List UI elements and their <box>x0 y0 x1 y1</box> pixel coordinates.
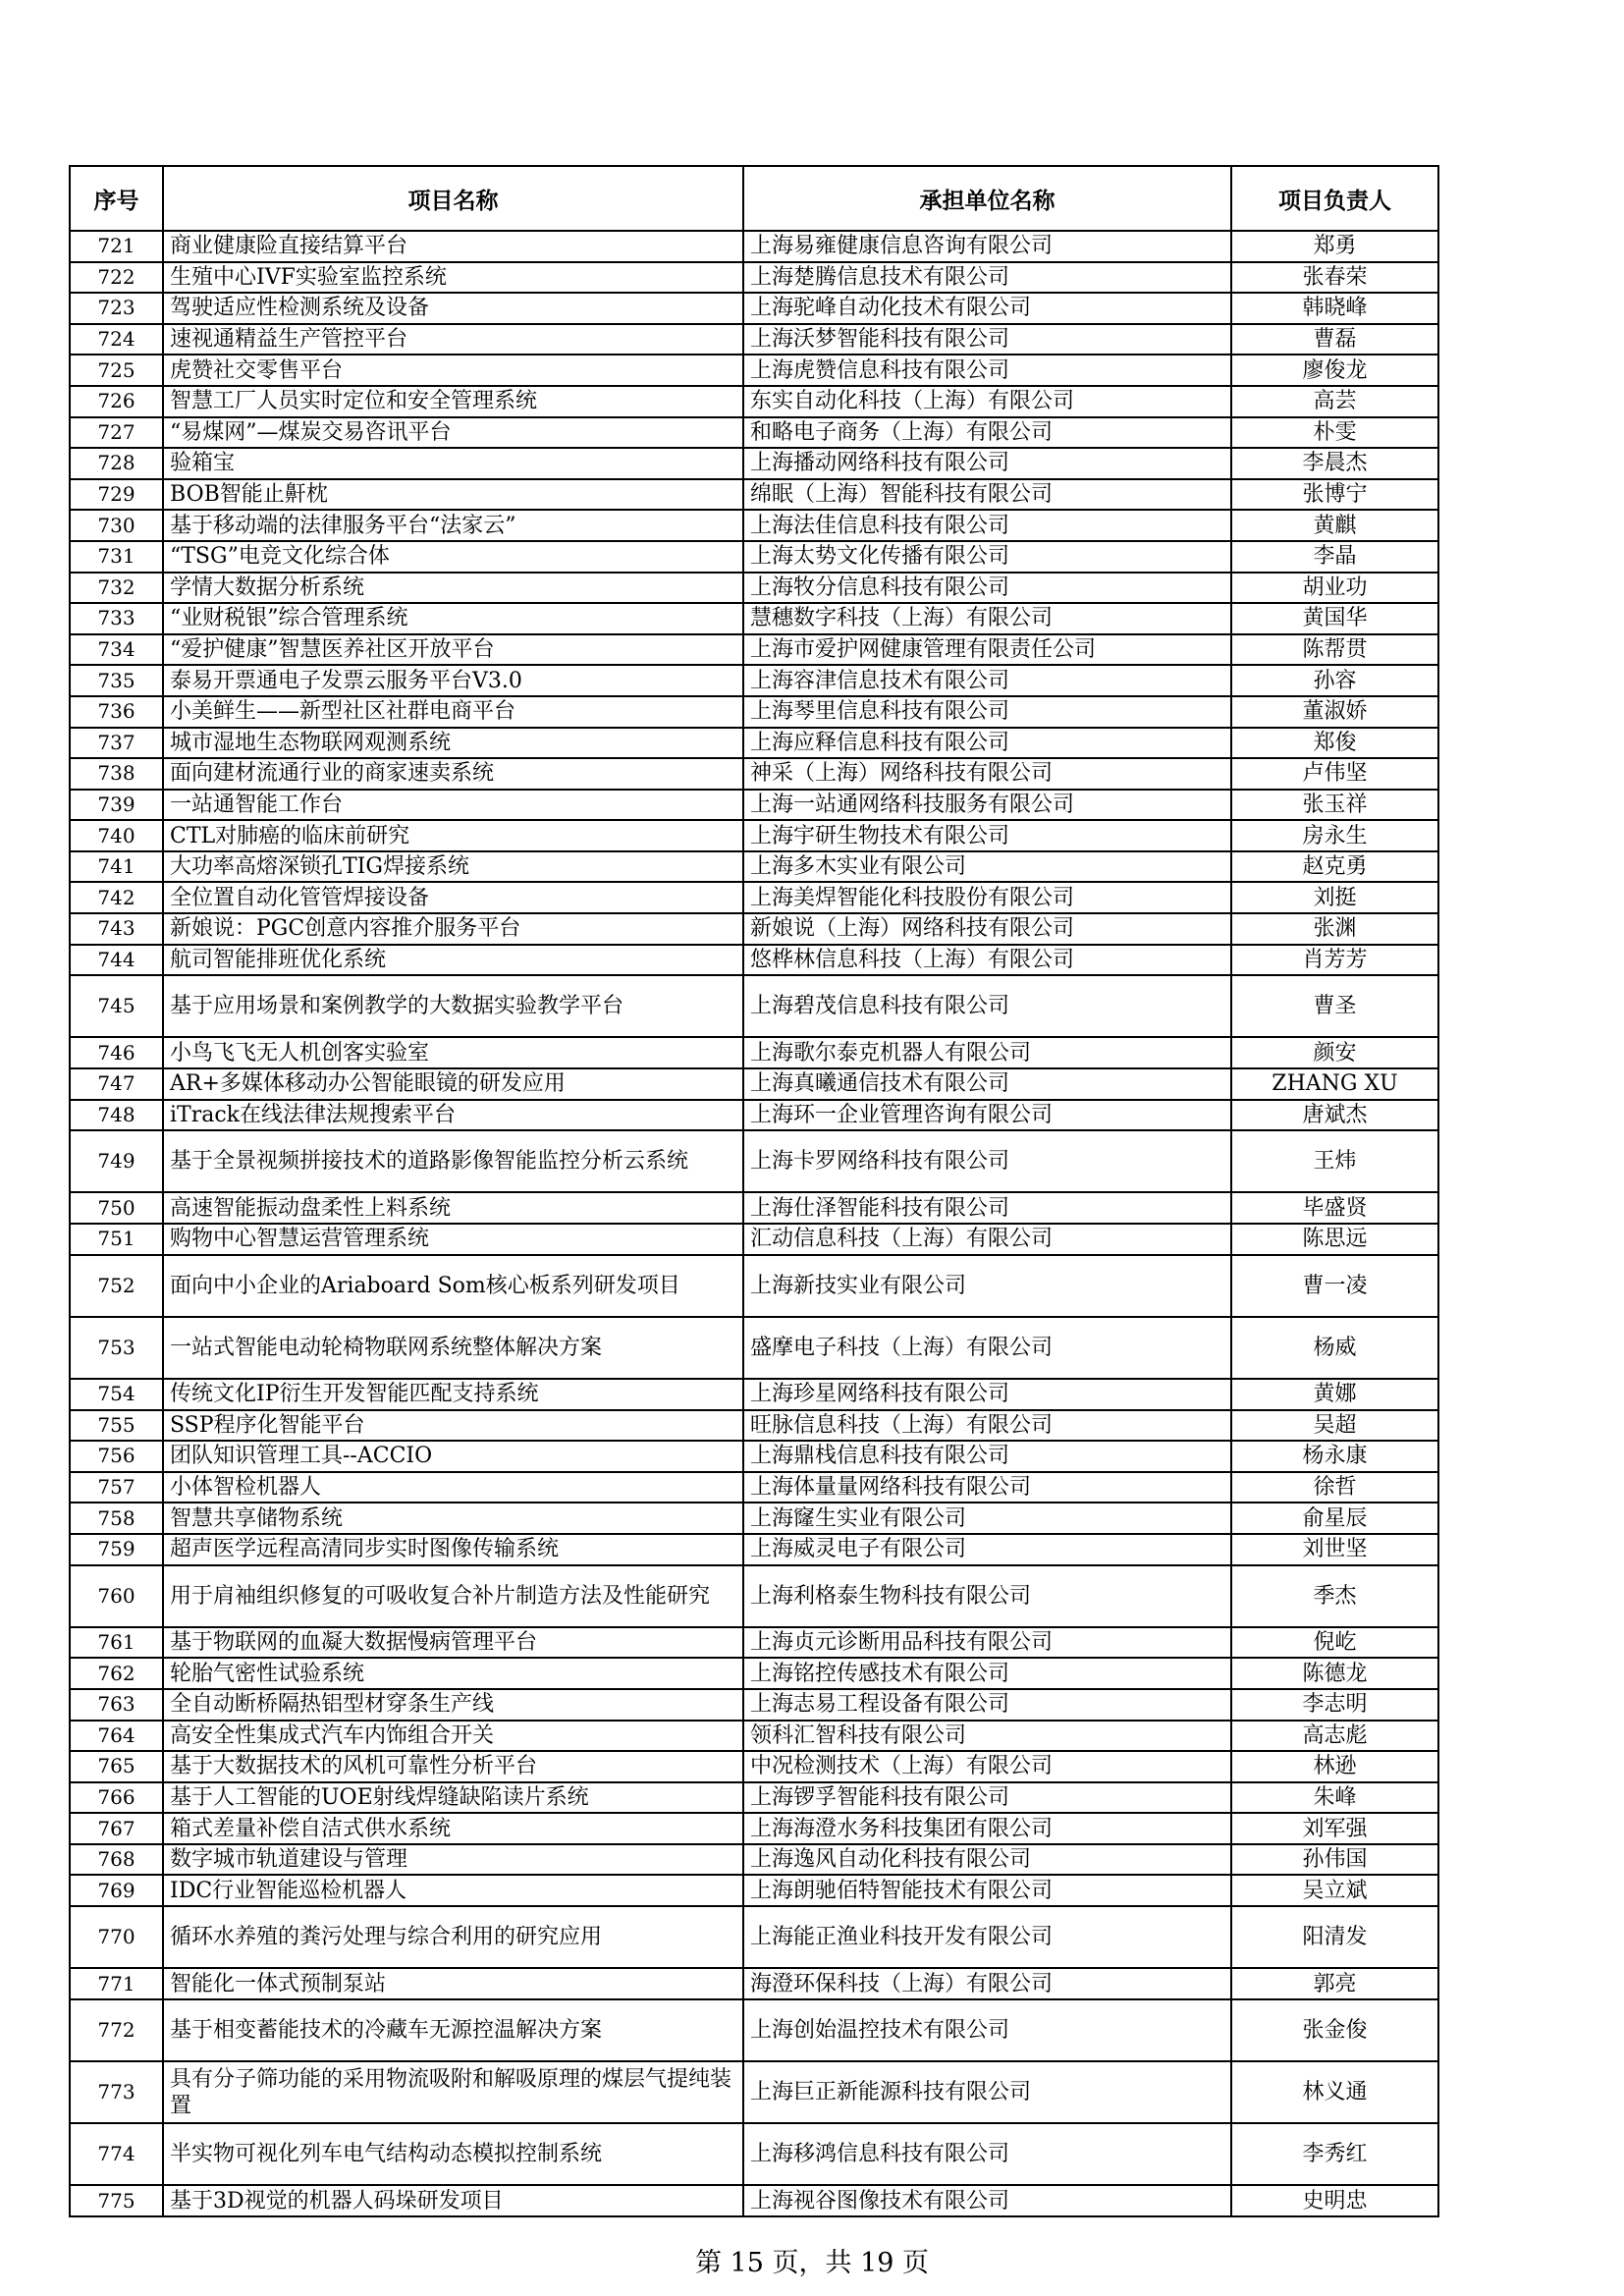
project-name: BOB智能止鼾枕 <box>163 479 743 511</box>
row-index: 753 <box>70 1317 163 1379</box>
row-index: 758 <box>70 1503 163 1534</box>
organization-name: 上海窿生实业有限公司 <box>743 1503 1231 1534</box>
table-header-row <box>70 166 1438 231</box>
project-name: 小美鲜生——新型社区社群电商平台 <box>163 696 743 728</box>
project-name: 智慧工厂人员实时定位和安全管理系统 <box>163 386 743 417</box>
table-row <box>70 728 1438 759</box>
organization-name: 上海环一企业管理咨询有限公司 <box>743 1100 1231 1131</box>
project-name: 小鸟飞飞无人机创客实验室 <box>163 1037 743 1068</box>
project-lead: 杨永康 <box>1231 1441 1438 1472</box>
table-row <box>70 665 1438 696</box>
organization-name: 上海牧分信息科技有限公司 <box>743 573 1231 604</box>
organization-name: 领科汇智科技有限公司 <box>743 1721 1231 1752</box>
organization-name: 上海体量量网络科技有限公司 <box>743 1472 1231 1503</box>
organization-name: 上海锣孚智能科技有限公司 <box>743 1782 1231 1814</box>
project-lead: 张金俊 <box>1231 1999 1438 2061</box>
table-row <box>70 386 1438 417</box>
project-lead: 李晨杰 <box>1231 448 1438 479</box>
header-index: 序号 <box>70 166 163 231</box>
table-row <box>70 1192 1438 1224</box>
project-name: 基于相变蓄能技术的冷藏车无源控温解决方案 <box>163 1999 743 2061</box>
organization-name: 上海美焊智能化科技股份有限公司 <box>743 882 1231 913</box>
project-lead: 吴超 <box>1231 1410 1438 1442</box>
table-row <box>70 1627 1438 1659</box>
project-name: 验箱宝 <box>163 448 743 479</box>
organization-name: 上海珍星网络科技有限公司 <box>743 1379 1231 1410</box>
organization-name: 东实自动化科技（上海）有限公司 <box>743 386 1231 417</box>
page-footer: 第 15 页，共 19 页 <box>694 2248 930 2278</box>
row-index: 722 <box>70 262 163 294</box>
row-index: 729 <box>70 479 163 511</box>
row-index: 767 <box>70 1813 163 1844</box>
header-project-lead: 项目负责人 <box>1231 166 1438 231</box>
project-name: 高速智能振动盘柔性上料系统 <box>163 1192 743 1224</box>
project-lead: 李志明 <box>1231 1689 1438 1721</box>
row-index: 744 <box>70 945 163 976</box>
project-lead: 林逊 <box>1231 1751 1438 1782</box>
organization-name: 上海沃梦智能科技有限公司 <box>743 324 1231 355</box>
table-row <box>70 1844 1438 1876</box>
row-index: 731 <box>70 541 163 573</box>
table-row <box>70 510 1438 541</box>
table-row <box>70 603 1438 634</box>
table-row <box>70 945 1438 976</box>
table-row <box>70 1813 1438 1844</box>
organization-name: 上海创始温控技术有限公司 <box>743 1999 1231 2061</box>
organization-name: 上海一站通网络科技服务有限公司 <box>743 790 1231 821</box>
project-name: 超声医学远程高清同步实时图像传输系统 <box>163 1534 743 1565</box>
project-lead: 俞星辰 <box>1231 1503 1438 1534</box>
organization-name: 慧穗数字科技（上海）有限公司 <box>743 603 1231 634</box>
row-index: 723 <box>70 293 163 324</box>
organization-name: 上海真曦通信技术有限公司 <box>743 1068 1231 1100</box>
organization-name: 上海移鸿信息科技有限公司 <box>743 2123 1231 2185</box>
header-project-name: 项目名称 <box>163 166 743 231</box>
project-lead: 毕盛贤 <box>1231 1192 1438 1224</box>
row-index: 736 <box>70 696 163 728</box>
organization-name: 上海楚腾信息技术有限公司 <box>743 262 1231 294</box>
project-lead: 李晶 <box>1231 541 1438 573</box>
row-index: 756 <box>70 1441 163 1472</box>
table-row <box>70 1100 1438 1131</box>
row-index: 742 <box>70 882 163 913</box>
row-index: 766 <box>70 1782 163 1814</box>
organization-name: 上海新技实业有限公司 <box>743 1255 1231 1317</box>
project-name: 轮胎气密性试验系统 <box>163 1658 743 1689</box>
project-lead: 陈思远 <box>1231 1224 1438 1255</box>
project-name: 用于肩袖组织修复的可吸收复合补片制造方法及性能研究 <box>163 1565 743 1627</box>
row-index: 740 <box>70 820 163 851</box>
project-lead: 徐哲 <box>1231 1472 1438 1503</box>
organization-name: 上海朗驰佰特智能技术有限公司 <box>743 1875 1231 1906</box>
table-row <box>70 573 1438 604</box>
project-lead: 高芸 <box>1231 386 1438 417</box>
table-row <box>70 1441 1438 1472</box>
table-row <box>70 1224 1438 1255</box>
project-name: 箱式差量补偿自洁式供水系统 <box>163 1813 743 1844</box>
row-index: 721 <box>70 231 163 262</box>
project-lead: 刘世坚 <box>1231 1534 1438 1565</box>
project-lead: 黄麒 <box>1231 510 1438 541</box>
project-name: 具有分子筛功能的采用物流吸附和解吸原理的煤层气提纯装置 <box>163 2061 743 2123</box>
organization-name: 上海法佳信息科技有限公司 <box>743 510 1231 541</box>
project-lead: 张玉祥 <box>1231 790 1438 821</box>
project-name: 基于大数据技术的风机可靠性分析平台 <box>163 1751 743 1782</box>
table-row <box>70 417 1438 449</box>
organization-name: 上海威灵电子有限公司 <box>743 1534 1231 1565</box>
project-lead: 董淑娇 <box>1231 696 1438 728</box>
organization-name: 神采（上海）网络科技有限公司 <box>743 758 1231 790</box>
table-row <box>70 696 1438 728</box>
row-index: 724 <box>70 324 163 355</box>
project-lead: 季杰 <box>1231 1565 1438 1627</box>
project-lead: 颜安 <box>1231 1037 1438 1068</box>
organization-name: 上海易雍健康信息咨询有限公司 <box>743 231 1231 262</box>
project-lead: 黄国华 <box>1231 603 1438 634</box>
organization-name: 上海歌尔泰克机器人有限公司 <box>743 1037 1231 1068</box>
project-table <box>69 165 1439 2217</box>
project-name: 基于物联网的血凝大数据慢病管理平台 <box>163 1627 743 1659</box>
row-index: 739 <box>70 790 163 821</box>
table-row <box>70 541 1438 573</box>
project-lead: 刘军强 <box>1231 1813 1438 1844</box>
organization-name: 和略电子商务（上海）有限公司 <box>743 417 1231 449</box>
row-index: 735 <box>70 665 163 696</box>
table-row <box>70 2123 1438 2185</box>
project-lead: 张渊 <box>1231 913 1438 945</box>
project-lead: 阳清发 <box>1231 1906 1438 1968</box>
header-organization: 承担单位名称 <box>743 166 1231 231</box>
project-name: “爱护健康”智慧医养社区开放平台 <box>163 634 743 666</box>
organization-name: 上海志易工程设备有限公司 <box>743 1689 1231 1721</box>
project-lead: 杨威 <box>1231 1317 1438 1379</box>
row-index: 727 <box>70 417 163 449</box>
organization-name: 上海驼峰自动化技术有限公司 <box>743 293 1231 324</box>
organization-name: 上海碧茂信息科技有限公司 <box>743 975 1231 1037</box>
row-index: 760 <box>70 1565 163 1627</box>
project-lead: 肖芳芳 <box>1231 945 1438 976</box>
table-row <box>70 1255 1438 1317</box>
project-lead: 唐斌杰 <box>1231 1100 1438 1131</box>
table-row <box>70 1130 1438 1192</box>
row-index: 759 <box>70 1534 163 1565</box>
organization-name: 中况检测技术（上海）有限公司 <box>743 1751 1231 1782</box>
row-index: 748 <box>70 1100 163 1131</box>
row-index: 773 <box>70 2061 163 2123</box>
project-lead: 李秀红 <box>1231 2123 1438 2185</box>
table-row <box>70 2061 1438 2123</box>
row-index: 725 <box>70 355 163 386</box>
project-name: 学情大数据分析系统 <box>163 573 743 604</box>
project-name: AR+多媒体移动办公智能眼镜的研发应用 <box>163 1068 743 1100</box>
row-index: 745 <box>70 975 163 1037</box>
project-lead: 曹圣 <box>1231 975 1438 1037</box>
organization-name: 绵眠（上海）智能科技有限公司 <box>743 479 1231 511</box>
project-lead: 朱峰 <box>1231 1782 1438 1814</box>
project-lead: 吴立斌 <box>1231 1875 1438 1906</box>
organization-name: 上海仕泽智能科技有限公司 <box>743 1192 1231 1224</box>
table-row <box>70 820 1438 851</box>
row-index: 743 <box>70 913 163 945</box>
table-row <box>70 1782 1438 1814</box>
organization-name: 上海视谷图像技术有限公司 <box>743 2185 1231 2216</box>
table-row <box>70 479 1438 511</box>
organization-name: 上海鼎栈信息科技有限公司 <box>743 1441 1231 1472</box>
project-name: 高安全性集成式汽车内饰组合开关 <box>163 1721 743 1752</box>
project-name: 大功率高熔深锁孔TIG焊接系统 <box>163 851 743 883</box>
row-index: 774 <box>70 2123 163 2185</box>
project-lead: 张春荣 <box>1231 262 1438 294</box>
row-index: 747 <box>70 1068 163 1100</box>
table-row <box>70 1379 1438 1410</box>
organization-name: 上海宇研生物技术有限公司 <box>743 820 1231 851</box>
project-name: “TSG”电竞文化综合体 <box>163 541 743 573</box>
table-row <box>70 1689 1438 1721</box>
project-name: 购物中心智慧运营管理系统 <box>163 1224 743 1255</box>
project-name: 基于全景视频拼接技术的道路影像智能监控分析云系统 <box>163 1130 743 1192</box>
project-lead: 陈德龙 <box>1231 1658 1438 1689</box>
project-lead: 郑俊 <box>1231 728 1438 759</box>
table-row <box>70 1906 1438 1968</box>
row-index: 755 <box>70 1410 163 1442</box>
table-row <box>70 1410 1438 1442</box>
row-index: 768 <box>70 1844 163 1876</box>
project-lead: 倪屹 <box>1231 1627 1438 1659</box>
row-index: 752 <box>70 1255 163 1317</box>
project-lead: 朴雯 <box>1231 417 1438 449</box>
table-row <box>70 913 1438 945</box>
project-name: 生殖中心IVF实验室监控系统 <box>163 262 743 294</box>
row-index: 730 <box>70 510 163 541</box>
project-lead: 赵克勇 <box>1231 851 1438 883</box>
organization-name: 上海巨正新能源科技有限公司 <box>743 2061 1231 2123</box>
project-name: 驾驶适应性检测系统及设备 <box>163 293 743 324</box>
table-row <box>70 262 1438 294</box>
table-row <box>70 634 1438 666</box>
table-row <box>70 1875 1438 1906</box>
project-name: 一站式智能电动轮椅物联网系统整体解决方案 <box>163 1317 743 1379</box>
project-name: 数字城市轨道建设与管理 <box>163 1844 743 1876</box>
row-index: 732 <box>70 573 163 604</box>
row-index: 769 <box>70 1875 163 1906</box>
row-index: 750 <box>70 1192 163 1224</box>
table-row <box>70 790 1438 821</box>
row-index: 741 <box>70 851 163 883</box>
project-lead: 郭亮 <box>1231 1968 1438 1999</box>
row-index: 772 <box>70 1999 163 2061</box>
project-lead: 史明忠 <box>1231 2185 1438 2216</box>
project-lead: 卢伟坚 <box>1231 758 1438 790</box>
project-name: 基于人工智能的UOE射线焊缝缺陷读片系统 <box>163 1782 743 1814</box>
project-lead: 孙伟国 <box>1231 1844 1438 1876</box>
row-index: 751 <box>70 1224 163 1255</box>
project-name: 面向中小企业的Ariaboard Som核心板系列研发项目 <box>163 1255 743 1317</box>
organization-name: 上海琴里信息科技有限公司 <box>743 696 1231 728</box>
row-index: 764 <box>70 1721 163 1752</box>
organization-name: 新娘说（上海）网络科技有限公司 <box>743 913 1231 945</box>
table-row <box>70 882 1438 913</box>
table-row <box>70 1317 1438 1379</box>
table-row <box>70 1472 1438 1503</box>
project-name: 传统文化IP衍生开发智能匹配支持系统 <box>163 1379 743 1410</box>
row-index: 754 <box>70 1379 163 1410</box>
organization-name: 上海容津信息技术有限公司 <box>743 665 1231 696</box>
table-row <box>70 1068 1438 1100</box>
table-row <box>70 293 1438 324</box>
table-row <box>70 1968 1438 1999</box>
table-row <box>70 1037 1438 1068</box>
project-name: 全自动断桥隔热铝型材穿条生产线 <box>163 1689 743 1721</box>
table-row <box>70 1721 1438 1752</box>
project-name: 小体智检机器人 <box>163 1472 743 1503</box>
project-lead: 林义通 <box>1231 2061 1438 2123</box>
organization-name: 上海多木实业有限公司 <box>743 851 1231 883</box>
project-name: 基于移动端的法律服务平台“法家云” <box>163 510 743 541</box>
organization-name: 上海铭控传感技术有限公司 <box>743 1658 1231 1689</box>
project-lead: 张博宁 <box>1231 479 1438 511</box>
organization-name: 上海能正渔业科技开发有限公司 <box>743 1906 1231 1968</box>
table-row <box>70 1503 1438 1534</box>
table-row <box>70 758 1438 790</box>
project-name: 基于应用场景和案例教学的大数据实验教学平台 <box>163 975 743 1037</box>
organization-name: 上海逸风自动化科技有限公司 <box>743 1844 1231 1876</box>
table-row <box>70 1751 1438 1782</box>
organization-name: 上海卡罗网络科技有限公司 <box>743 1130 1231 1192</box>
project-name: 智慧共享储物系统 <box>163 1503 743 1534</box>
row-index: 726 <box>70 386 163 417</box>
project-name: “业财税银”综合管理系统 <box>163 603 743 634</box>
row-index: 737 <box>70 728 163 759</box>
organization-name: 上海利格泰生物科技有限公司 <box>743 1565 1231 1627</box>
row-index: 728 <box>70 448 163 479</box>
table-row <box>70 355 1438 386</box>
project-name: 基于3D视觉的机器人码垛研发项目 <box>163 2185 743 2216</box>
organization-name: 旺脉信息科技（上海）有限公司 <box>743 1410 1231 1442</box>
project-name: 泰易开票通电子发票云服务平台V3.0 <box>163 665 743 696</box>
table-row <box>70 231 1438 262</box>
organization-name: 上海虎赞信息科技有限公司 <box>743 355 1231 386</box>
organization-name: 盛摩电子科技（上海）有限公司 <box>743 1317 1231 1379</box>
project-lead: 韩晓峰 <box>1231 293 1438 324</box>
project-lead: 曹磊 <box>1231 324 1438 355</box>
row-index: 733 <box>70 603 163 634</box>
project-name: “易煤网”—煤炭交易咨讯平台 <box>163 417 743 449</box>
project-name: 面向建材流通行业的商家速卖系统 <box>163 758 743 790</box>
table-row <box>70 851 1438 883</box>
organization-name: 上海市爱护网健康管理有限责任公司 <box>743 634 1231 666</box>
table-row <box>70 448 1438 479</box>
row-index: 757 <box>70 1472 163 1503</box>
row-index: 770 <box>70 1906 163 1968</box>
organization-name: 海澄环保科技（上海）有限公司 <box>743 1968 1231 1999</box>
project-lead: ZHANG XU <box>1231 1068 1438 1100</box>
project-lead: 胡业功 <box>1231 573 1438 604</box>
project-name: 团队知识管理工具--ACCIO <box>163 1441 743 1472</box>
project-name: SSP程序化智能平台 <box>163 1410 743 1442</box>
organization-name: 上海贞元诊断用品科技有限公司 <box>743 1627 1231 1659</box>
organization-name: 悠桦林信息科技（上海）有限公司 <box>743 945 1231 976</box>
row-index: 761 <box>70 1627 163 1659</box>
project-lead: 陈帮贯 <box>1231 634 1438 666</box>
organization-name: 上海海澄水务科技集团有限公司 <box>743 1813 1231 1844</box>
organization-name: 上海播动网络科技有限公司 <box>743 448 1231 479</box>
project-lead: 廖俊龙 <box>1231 355 1438 386</box>
project-name: iTrack在线法律法规搜索平台 <box>163 1100 743 1131</box>
project-lead: 刘挺 <box>1231 882 1438 913</box>
row-index: 762 <box>70 1658 163 1689</box>
organization-name: 汇动信息科技（上海）有限公司 <box>743 1224 1231 1255</box>
row-index: 738 <box>70 758 163 790</box>
row-index: 765 <box>70 1751 163 1782</box>
table-row <box>70 975 1438 1037</box>
project-name: 城市湿地生态物联网观测系统 <box>163 728 743 759</box>
project-lead: 孙容 <box>1231 665 1438 696</box>
project-lead: 曹一凌 <box>1231 1255 1438 1317</box>
row-index: 771 <box>70 1968 163 1999</box>
row-index: 775 <box>70 2185 163 2216</box>
project-name: 半实物可视化列车电气结构动态模拟控制系统 <box>163 2123 743 2185</box>
project-name: CTL对肺癌的临床前研究 <box>163 820 743 851</box>
row-index: 749 <box>70 1130 163 1192</box>
organization-name: 上海应释信息科技有限公司 <box>743 728 1231 759</box>
table-row <box>70 2185 1438 2216</box>
project-lead: 王炜 <box>1231 1130 1438 1192</box>
project-lead: 郑勇 <box>1231 231 1438 262</box>
table-row <box>70 324 1438 355</box>
project-name: 循环水养殖的粪污处理与综合利用的研究应用 <box>163 1906 743 1968</box>
project-name: 新娘说：PGC创意内容推介服务平台 <box>163 913 743 945</box>
table-row <box>70 1565 1438 1627</box>
table-row <box>70 1534 1438 1565</box>
project-name: 速视通精益生产管控平台 <box>163 324 743 355</box>
project-lead: 高志彪 <box>1231 1721 1438 1752</box>
project-name: 虎赞社交零售平台 <box>163 355 743 386</box>
project-lead: 黄娜 <box>1231 1379 1438 1410</box>
row-index: 734 <box>70 634 163 666</box>
row-index: 746 <box>70 1037 163 1068</box>
organization-name: 上海太势文化传播有限公司 <box>743 541 1231 573</box>
project-name: 一站通智能工作台 <box>163 790 743 821</box>
project-name: 商业健康险直接结算平台 <box>163 231 743 262</box>
project-name: 航司智能排班优化系统 <box>163 945 743 976</box>
project-name: IDC行业智能巡检机器人 <box>163 1875 743 1906</box>
table-row <box>70 1999 1438 2061</box>
project-name: 智能化一体式预制泵站 <box>163 1968 743 1999</box>
table-body <box>70 231 1438 2216</box>
row-index: 763 <box>70 1689 163 1721</box>
project-name: 全位置自动化管管焊接设备 <box>163 882 743 913</box>
project-lead: 房永生 <box>1231 820 1438 851</box>
table-row <box>70 1658 1438 1689</box>
